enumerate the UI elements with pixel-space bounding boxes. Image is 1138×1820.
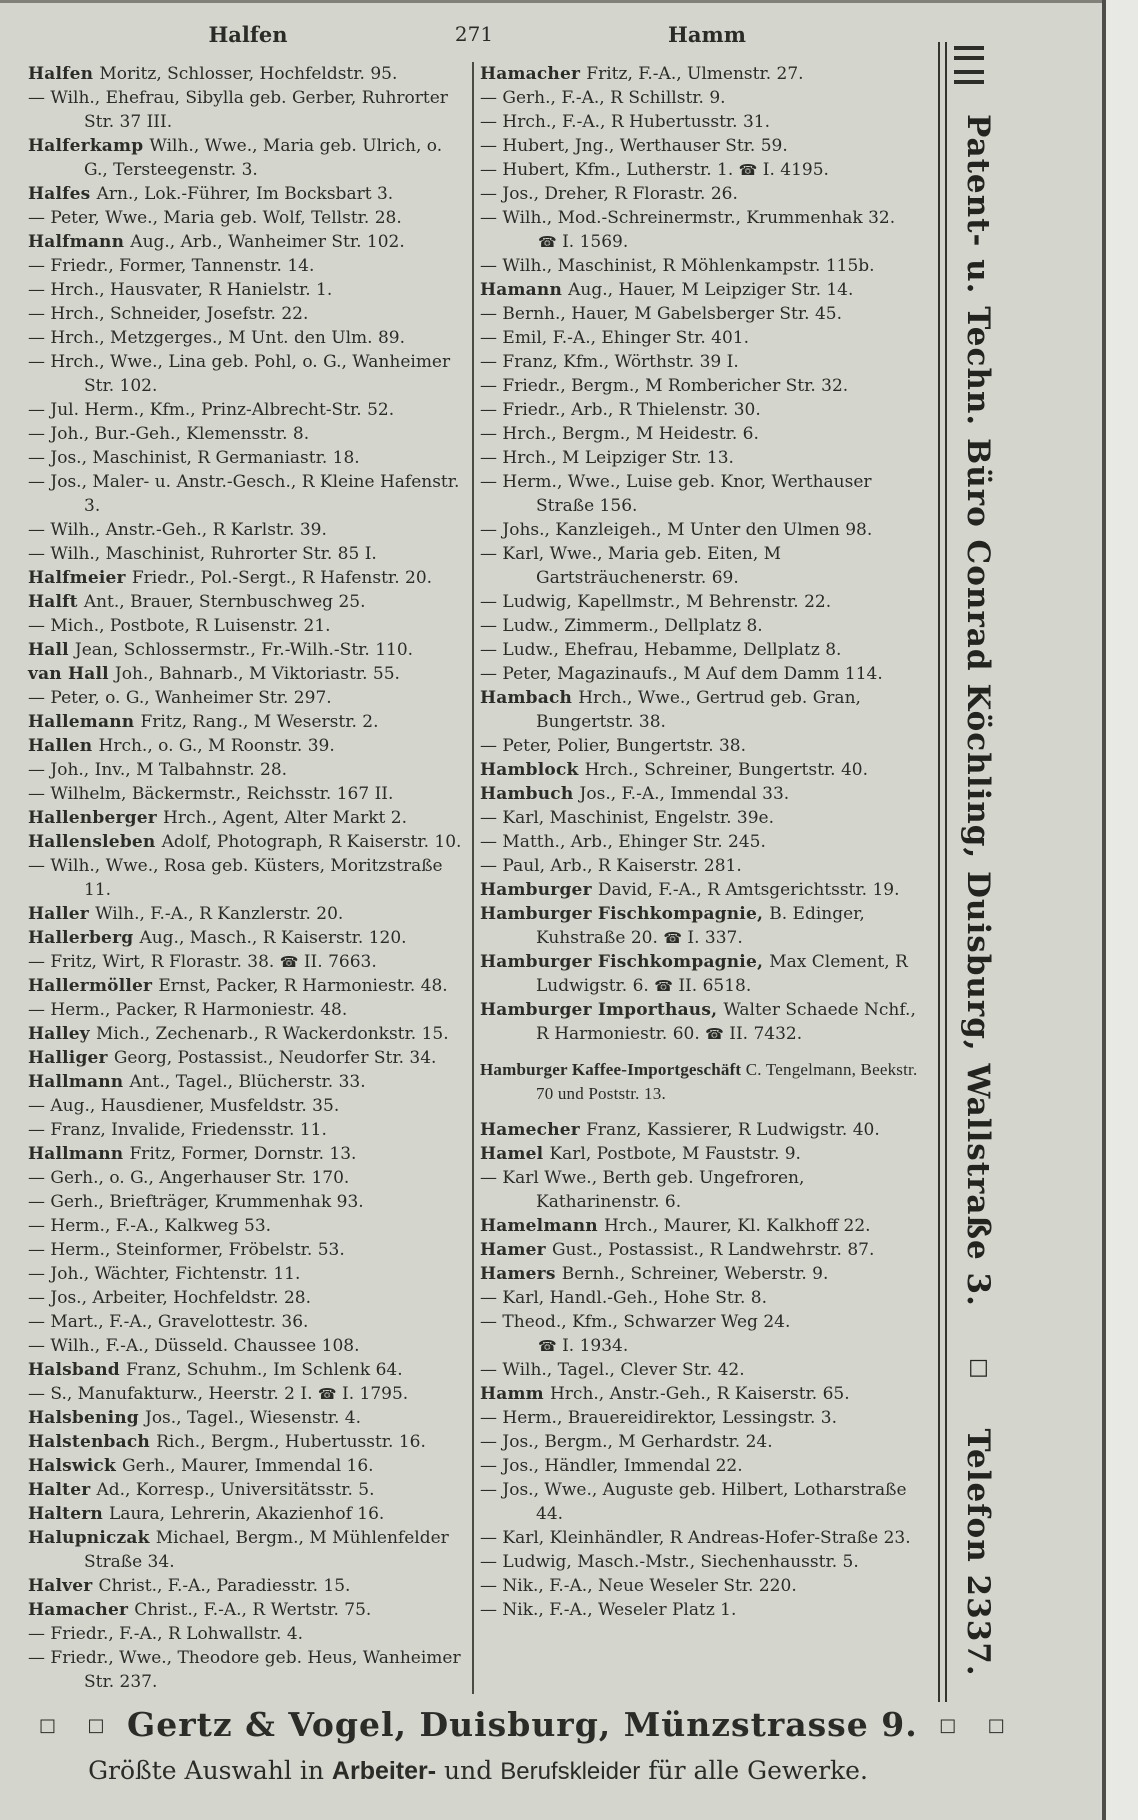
- square-bullet-icon: □: [39, 1715, 58, 1736]
- directory-entry: ☎ I. 1934.: [538, 1336, 629, 1356]
- entry-surname: Halsbening: [28, 1408, 145, 1428]
- entry-surname: Hallmann: [28, 1072, 130, 1092]
- directory-entry: — Wilh., Wwe., Rosa geb. Küsters, Moritzstraße 11.: [28, 856, 443, 900]
- running-header: [28, 22, 920, 62]
- telephone-icon: ☎: [279, 953, 299, 971]
- directory-entry: — Jos., Maler- u. Anstr.-Gesch., R Kleine Hafenstr. 3.: [28, 472, 460, 516]
- directory-entry: — Ludw., Ehefrau, Hebamme, Dellplatz 8.: [480, 640, 842, 660]
- footer-advert-text: und: [444, 1756, 493, 1785]
- directory-entry: — Wilh., Mod.-Schreinermstr., Krummenhak 32.: [480, 208, 896, 228]
- directory-entry: — Paul, Arb., R Kaiserstr. 281.: [480, 856, 742, 876]
- directory-entry: — Joh., Bur.-Geh., Klemensstr. 8.: [28, 424, 310, 444]
- directory-entry: — Aug., Hausdiener, Musfeldstr. 35.: [28, 1096, 340, 1116]
- entry-surname: Hamm: [480, 1384, 550, 1404]
- entry-surname: Halver: [28, 1576, 99, 1596]
- entry-surname: Halfes: [28, 184, 97, 204]
- entry-surname: Hallemann: [28, 712, 141, 732]
- directory-entry: — Karl, Wwe., Maria geb. Eiten, M Gartsträuchenerstr. 69.: [480, 544, 782, 588]
- entry-surname: Halstenbach: [28, 1432, 157, 1452]
- directory-entry: Hamburger Kaffee-Importgeschäft C. Tengelmann, Beekstr. 70 und Poststr. 13.: [480, 1060, 918, 1103]
- page-top-edge: [0, 0, 1138, 3]
- directory-entry: Hallerberg Aug., Masch., R Kaiserstr. 120.: [28, 928, 407, 948]
- directory-entry: — Jos., Maschinist, R Germaniastr. 18.: [28, 448, 360, 468]
- entry-surname: Hamer: [480, 1240, 552, 1260]
- directory-entry: Halsband Franz, Schuhm., Im Schlenk 64.: [28, 1360, 403, 1380]
- directory-entry: Hallmann Ant., Tagel., Blücherstr. 33.: [28, 1072, 366, 1092]
- footer-advert-company: Gertz & Vogel, Duisburg, Münzstrasse 9.: [127, 1705, 918, 1744]
- directory-entry: — Karl, Handl.-Geh., Hohe Str. 8.: [480, 1288, 768, 1308]
- entry-surname: Hamblock: [480, 760, 585, 780]
- directory-entry: Halupniczak Michael, Bergm., M Mühlenfelder Straße 34.: [28, 1528, 449, 1572]
- entry-surname: Hamburger Kaffee-Importgeschäft: [480, 1060, 746, 1079]
- guide-word-left: Halfen: [208, 22, 288, 47]
- directory-entry: Hamblock Hrch., Schreiner, Bungertstr. 40.: [480, 760, 869, 780]
- directory-entry: Hall Jean, Schlossermstr., Fr.-Wilh.-Str. 110.: [28, 640, 414, 660]
- entry-surname: Halliger: [28, 1048, 114, 1068]
- directory-entry: — Hrch., M Leipziger Str. 13.: [480, 448, 734, 468]
- square-bullet-icon: □: [966, 1354, 991, 1381]
- footer-advert: [30, 1705, 1006, 1786]
- page-number: 271: [454, 22, 494, 46]
- entry-surname: Hamacher: [28, 1600, 135, 1620]
- directory-entry: Hamburger Importhaus, Walter Schaede Nchf., R Harmoniestr. 60. ☎ II. 7432.: [480, 1000, 916, 1044]
- directory-entry: Haller Wilh., F.-A., R Kanzlerstr. 20.: [28, 904, 344, 924]
- directory-entry: ☎ I. 1569.: [538, 232, 629, 252]
- entry-surname: Hamers: [480, 1264, 562, 1284]
- directory-entry: — Friedr., Wwe., Theodore geb. Heus, Wanheimer Str. 237.: [28, 1648, 461, 1692]
- directory-entry: — Wilh., Ehefrau, Sibylla geb. Gerber, Ruhrorter Str. 37 III.: [28, 88, 448, 132]
- directory-entry: — Wilh., Maschinist, Ruhrorter Str. 85 I.: [28, 544, 377, 564]
- directory-entry: — Bernh., Hauer, M Gabelsberger Str. 45.: [480, 304, 842, 324]
- sidebar-advert-main: Patent- u. Techn. Büro Conrad Köchling, Duisburg, Wallstraße 3.: [960, 114, 996, 1307]
- directory-entry: — Jos., Arbeiter, Hochfeldstr. 28.: [28, 1288, 311, 1308]
- directory-entry: Hamm Hrch., Anstr.-Geh., R Kaiserstr. 65.: [480, 1384, 850, 1404]
- entry-surname: Hamel: [480, 1144, 550, 1164]
- directory-entry: Hamers Bernh., Schreiner, Weberstr. 9.: [480, 1264, 829, 1284]
- entry-surname: Hamacher: [480, 64, 587, 84]
- square-bullet-icon: □: [987, 1715, 1006, 1736]
- entry-surname: Halupniczak: [28, 1528, 156, 1548]
- directory-entry: — Wilh., F.-A., Düsseld. Chaussee 108.: [28, 1336, 360, 1356]
- directory-entry: — Karl, Kleinhändler, R Andreas-Hofer-Straße 23.: [480, 1528, 911, 1548]
- directory-entry: Halswick Gerh., Maurer, Immendal 16.: [28, 1456, 374, 1476]
- page-right-margin: [1104, 0, 1138, 1820]
- directory-entry: — Herm., F.-A., Kalkweg 53.: [28, 1216, 272, 1236]
- directory-entry: — Ludwig, Kapellmstr., M Behrenstr. 22.: [480, 592, 832, 612]
- directory-entry: — Friedr., Bergm., M Rombericher Str. 32.: [480, 376, 849, 396]
- footer-advert-line2: [30, 1756, 926, 1786]
- entry-surname: Hamburger Fischkompagnie,: [480, 904, 770, 924]
- directory-entry: Hamburger David, F.-A., R Amtsgerichtsstr. 19.: [480, 880, 900, 900]
- sidebar-advert-phone: Telefon 2337.: [960, 1428, 996, 1677]
- telephone-icon: ☎: [317, 1385, 337, 1403]
- directory-entry: Hamburger Fischkompagnie, Max Clement, R Ludwigstr. 6. ☎ II. 6518.: [480, 952, 908, 996]
- footer-advert-text: für alle Gewerke.: [648, 1756, 868, 1785]
- directory-entry: — Jos., Dreher, R Florastr. 26.: [480, 184, 738, 204]
- sidebar-advert-text: [960, 114, 996, 1677]
- main-content: [28, 22, 920, 1694]
- directory-entry: — Hrch., Wwe., Lina geb. Pohl, o. G., Wanheimer Str. 102.: [28, 352, 451, 396]
- directory-entry: Hallmann Fritz, Former, Dornstr. 13.: [28, 1144, 357, 1164]
- entry-surname: Hallen: [28, 736, 99, 756]
- entry-surname: Halferkamp: [28, 136, 150, 156]
- entry-surname: Halfmann: [28, 232, 131, 252]
- entry-surname: Haller: [28, 904, 96, 924]
- entry-surname: Hallerberg: [28, 928, 140, 948]
- directory-entry: — Matth., Arb., Ehinger Str. 245.: [480, 832, 766, 852]
- square-bullet-icon: □: [87, 1715, 106, 1736]
- directory-entry: Halstenbach Rich., Bergm., Hubertusstr. 16.: [28, 1432, 426, 1452]
- directory-entry: Hamer Gust., Postassist., R Landwehrstr. 87.: [480, 1240, 875, 1260]
- directory-columns: [28, 62, 920, 1694]
- directory-entry: — Wilh., Anstr.-Geh., R Karlstr. 39.: [28, 520, 327, 540]
- directory-entry: — Peter, o. G., Wanheimer Str. 297.: [28, 688, 332, 708]
- directory-entry: van Hall Joh., Bahnarb., M Viktoriastr. 55.: [28, 664, 400, 684]
- sidebar-rule-inner: [945, 42, 947, 1702]
- telephone-icon: ☎: [705, 1025, 724, 1043]
- directory-entry: — Peter, Wwe., Maria geb. Wolf, Tellstr. 28.: [28, 208, 402, 228]
- entry-surname: Halsband: [28, 1360, 126, 1380]
- directory-entry: — Hrch., F.-A., R Hubertusstr. 31.: [480, 112, 771, 132]
- directory-entry: Hamelmann Hrch., Maurer, Kl. Kalkhoff 22.: [480, 1216, 871, 1236]
- footer-advert-line1: [30, 1705, 1006, 1744]
- telephone-icon: ☎: [663, 929, 682, 947]
- directory-entry: Halferkamp Wilh., Wwe., Maria geb. Ulrich, o. G., Tersteegenstr. 3.: [28, 136, 443, 180]
- footer-advert-text: Größte Auswahl in: [88, 1756, 324, 1785]
- entry-surname: Hamburger: [480, 880, 598, 900]
- directory-entry: — Wilhelm, Bäckermstr., Reichsstr. 167 II.: [28, 784, 394, 804]
- column-divider-rule: [472, 62, 474, 1694]
- directory-entry: — Jos., Bergm., M Gerhardstr. 24.: [480, 1432, 773, 1452]
- footer-advert-highlight-2: Berufskleider: [500, 1758, 641, 1785]
- directory-entry: — Herm., Steinformer, Fröbelstr. 53.: [28, 1240, 345, 1260]
- directory-entry: — Fritz, Wirt, R Florastr. 38. ☎ II. 7663.: [28, 952, 377, 972]
- directory-entry: Halley Mich., Zechenarb., R Wackerdonkstr. 15.: [28, 1024, 449, 1044]
- directory-entry: Halliger Georg, Postassist., Neudorfer Str. 34.: [28, 1048, 437, 1068]
- entry-surname: Hallermöller: [28, 976, 159, 996]
- directory-entry: Halsbening Jos., Tagel., Wiesenstr. 4.: [28, 1408, 361, 1428]
- directory-entry: Hambuch Jos., F.-A., Immendal 33.: [480, 784, 790, 804]
- directory-entry: — Hubert, Jng., Werthauser Str. 59.: [480, 136, 788, 156]
- telephone-icon: ☎: [538, 1337, 557, 1355]
- directory-entry: — Herm., Packer, R Harmoniestr. 48.: [28, 1000, 348, 1020]
- guide-word-right: Hamm: [668, 22, 746, 47]
- entry-surname: Hamecher: [480, 1120, 587, 1140]
- directory-entry: Halfmeier Friedr., Pol.-Sergt., R Hafenstr. 20.: [28, 568, 433, 588]
- entry-surname: Hamburger Importhaus,: [480, 1000, 724, 1020]
- directory-entry: — Friedr., Former, Tannenstr. 14.: [28, 256, 315, 276]
- directory-entry: — Jos., Wwe., Auguste geb. Hilbert, Lotharstraße 44.: [480, 1480, 907, 1524]
- ornament-marks: [954, 46, 984, 90]
- directory-entry: — Ludw., Zimmerm., Dellplatz 8.: [480, 616, 763, 636]
- directory-entry: — Friedr., F.-A., R Lohwallstr. 4.: [28, 1624, 304, 1644]
- directory-entry: Halter Ad., Korresp., Universitätsstr. 5.: [28, 1480, 375, 1500]
- footer-advert-highlight-1: Arbeiter-: [331, 1757, 437, 1785]
- directory-entry: Hallenberger Hrch., Agent, Alter Markt 2.: [28, 808, 408, 828]
- directory-entry: — Hrch., Schneider, Josefstr. 22.: [28, 304, 309, 324]
- directory-column-left: [28, 62, 466, 1694]
- entry-surname: Halfmeier: [28, 568, 132, 588]
- entry-surname: Hambach: [480, 688, 579, 708]
- directory-entry: Halver Christ., F.-A., Paradiesstr. 15.: [28, 1576, 351, 1596]
- directory-entry: — Gerh., o. G., Angerhauser Str. 170.: [28, 1168, 350, 1188]
- directory-entry: Hamacher Fritz, F.-A., Ulmenstr. 27.: [480, 64, 804, 84]
- directory-entry: — Wilh., Tagel., Clever Str. 42.: [480, 1360, 745, 1380]
- entry-surname: Hall: [28, 640, 75, 660]
- directory-entry: Hallermöller Ernst, Packer, R Harmoniestr. 48.: [28, 976, 448, 996]
- directory-entry: — Hrch., Metzgerges., M Unt. den Ulm. 89.: [28, 328, 405, 348]
- entry-surname: van Hall: [28, 664, 115, 684]
- directory-entry: — Mich., Postbote, R Luisenstr. 21.: [28, 616, 331, 636]
- entry-surname: Halft: [28, 592, 84, 612]
- entry-surname: Halfen: [28, 64, 100, 84]
- directory-entry: Hamburger Fischkompagnie, B. Edinger, Kuhstraße 20. ☎ I. 337.: [480, 904, 865, 948]
- directory-entry: — Friedr., Arb., R Thielenstr. 30.: [480, 400, 761, 420]
- directory-entry: — Karl Wwe., Berth geb. Ungefroren, Katharinenstr. 6.: [480, 1168, 805, 1212]
- directory-entry: — Theod., Kfm., Schwarzer Weg 24.: [480, 1312, 791, 1332]
- directory-entry: Hamel Karl, Postbote, M Fauststr. 9.: [480, 1144, 801, 1164]
- sidebar-advert: [938, 42, 1058, 1702]
- directory-entry: Hamecher Franz, Kassierer, R Ludwigstr. 40.: [480, 1120, 880, 1140]
- directory-entry: Halfen Moritz, Schlosser, Hochfeldstr. 95.: [28, 64, 398, 84]
- entry-surname: Hamburger Fischkompagnie,: [480, 952, 770, 972]
- entry-surname: Halley: [28, 1024, 97, 1044]
- directory-entry: Halft Ant., Brauer, Sternbuschweg 25.: [28, 592, 366, 612]
- directory-entry: — Hrch., Hausvater, R Hanielstr. 1.: [28, 280, 333, 300]
- directory-entry: — Emil, F.-A., Ehinger Str. 401.: [480, 328, 750, 348]
- directory-entry: — Johs., Kanzleigeh., M Unter den Ulmen 98.: [480, 520, 873, 540]
- directory-entry: — Mart., F.-A., Gravelottestr. 36.: [28, 1312, 309, 1332]
- telephone-icon: ☎: [738, 161, 758, 179]
- entry-surname: Hallenberger: [28, 808, 164, 828]
- directory-entry: — Franz, Invalide, Friedensstr. 11.: [28, 1120, 327, 1140]
- directory-entry: Hamacher Christ., F.-A., R Wertstr. 75.: [28, 1600, 372, 1620]
- directory-entry: — Nik., F.-A., Weseler Platz 1.: [480, 1600, 737, 1620]
- entry-surname: Hallensleben: [28, 832, 162, 852]
- directory-entry: — Gerh., Briefträger, Krummenhak 93.: [28, 1192, 364, 1212]
- directory-entry: Halfes Arn., Lok.-Führer, Im Bocksbart 3.: [28, 184, 394, 204]
- telephone-icon: ☎: [654, 977, 673, 995]
- directory-entry: — Hubert, Kfm., Lutherstr. 1. ☎ I. 4195.: [480, 160, 829, 180]
- directory-entry: — Herm., Brauereidirektor, Lessingstr. 3.: [480, 1408, 837, 1428]
- directory-entry: — Gerh., F.-A., R Schillstr. 9.: [480, 88, 726, 108]
- directory-entry: — Peter, Polier, Bungertstr. 38.: [480, 736, 747, 756]
- entry-surname: Hambuch: [480, 784, 580, 804]
- directory-column-right: [480, 62, 918, 1694]
- directory-entry: Hallemann Fritz, Rang., M Weserstr. 2.: [28, 712, 379, 732]
- entry-surname: Halswick: [28, 1456, 123, 1476]
- directory-entry: — Herm., Wwe., Luise geb. Knor, Werthauser Straße 156.: [480, 472, 872, 516]
- directory-entry: — S., Manufakturw., Heerstr. 2 I. ☎ I. 1795.: [28, 1384, 409, 1404]
- directory-entry: — Peter, Magazinaufs., M Auf dem Damm 114.: [480, 664, 883, 684]
- sidebar-rule-outer: [938, 42, 940, 1702]
- entry-surname: Hamann: [480, 280, 569, 300]
- directory-entry: — Ludwig, Masch.-Mstr., Siechenhausstr. 5.: [480, 1552, 859, 1572]
- directory-entry: — Karl, Maschinist, Engelstr. 39e.: [480, 808, 774, 828]
- square-bullet-icon: □: [939, 1715, 958, 1736]
- directory-entry: — Nik., F.-A., Neue Weseler Str. 220.: [480, 1576, 797, 1596]
- directory-entry: Halfmann Aug., Arb., Wanheimer Str. 102.: [28, 232, 405, 252]
- directory-entry: — Joh., Inv., M Talbahnstr. 28.: [28, 760, 288, 780]
- directory-entry: — Joh., Wächter, Fichtenstr. 11.: [28, 1264, 301, 1284]
- telephone-icon: ☎: [538, 233, 557, 251]
- entry-surname: Hamelmann: [480, 1216, 604, 1236]
- directory-entry: Hallen Hrch., o. G., M Roonstr. 39.: [28, 736, 335, 756]
- directory-entry: Haltern Laura, Lehrerin, Akazienhof 16.: [28, 1504, 385, 1524]
- directory-entry: — Hrch., Bergm., M Heidestr. 6.: [480, 424, 759, 444]
- directory-entry: Hamann Aug., Hauer, M Leipziger Str. 14.: [480, 280, 854, 300]
- entry-surname: Halter: [28, 1480, 97, 1500]
- directory-entry: — Franz, Kfm., Wörthstr. 39 I.: [480, 352, 739, 372]
- entry-surname: Haltern: [28, 1504, 110, 1524]
- directory-entry: Hambach Hrch., Wwe., Gertrud geb. Gran, Bungertstr. 38.: [480, 688, 861, 732]
- directory-entry: Hallensleben Adolf, Photograph, R Kaiserstr. 10.: [28, 832, 462, 852]
- directory-entry: — Jos., Händler, Immendal 22.: [480, 1456, 743, 1476]
- directory-entry: — Jul. Herm., Kfm., Prinz-Albrecht-Str. 52.: [28, 400, 395, 420]
- page-right-edge-line: [1102, 0, 1106, 1820]
- directory-entry: — Wilh., Maschinist, R Möhlenkampstr. 115b.: [480, 256, 875, 276]
- entry-surname: Hallmann: [28, 1144, 130, 1164]
